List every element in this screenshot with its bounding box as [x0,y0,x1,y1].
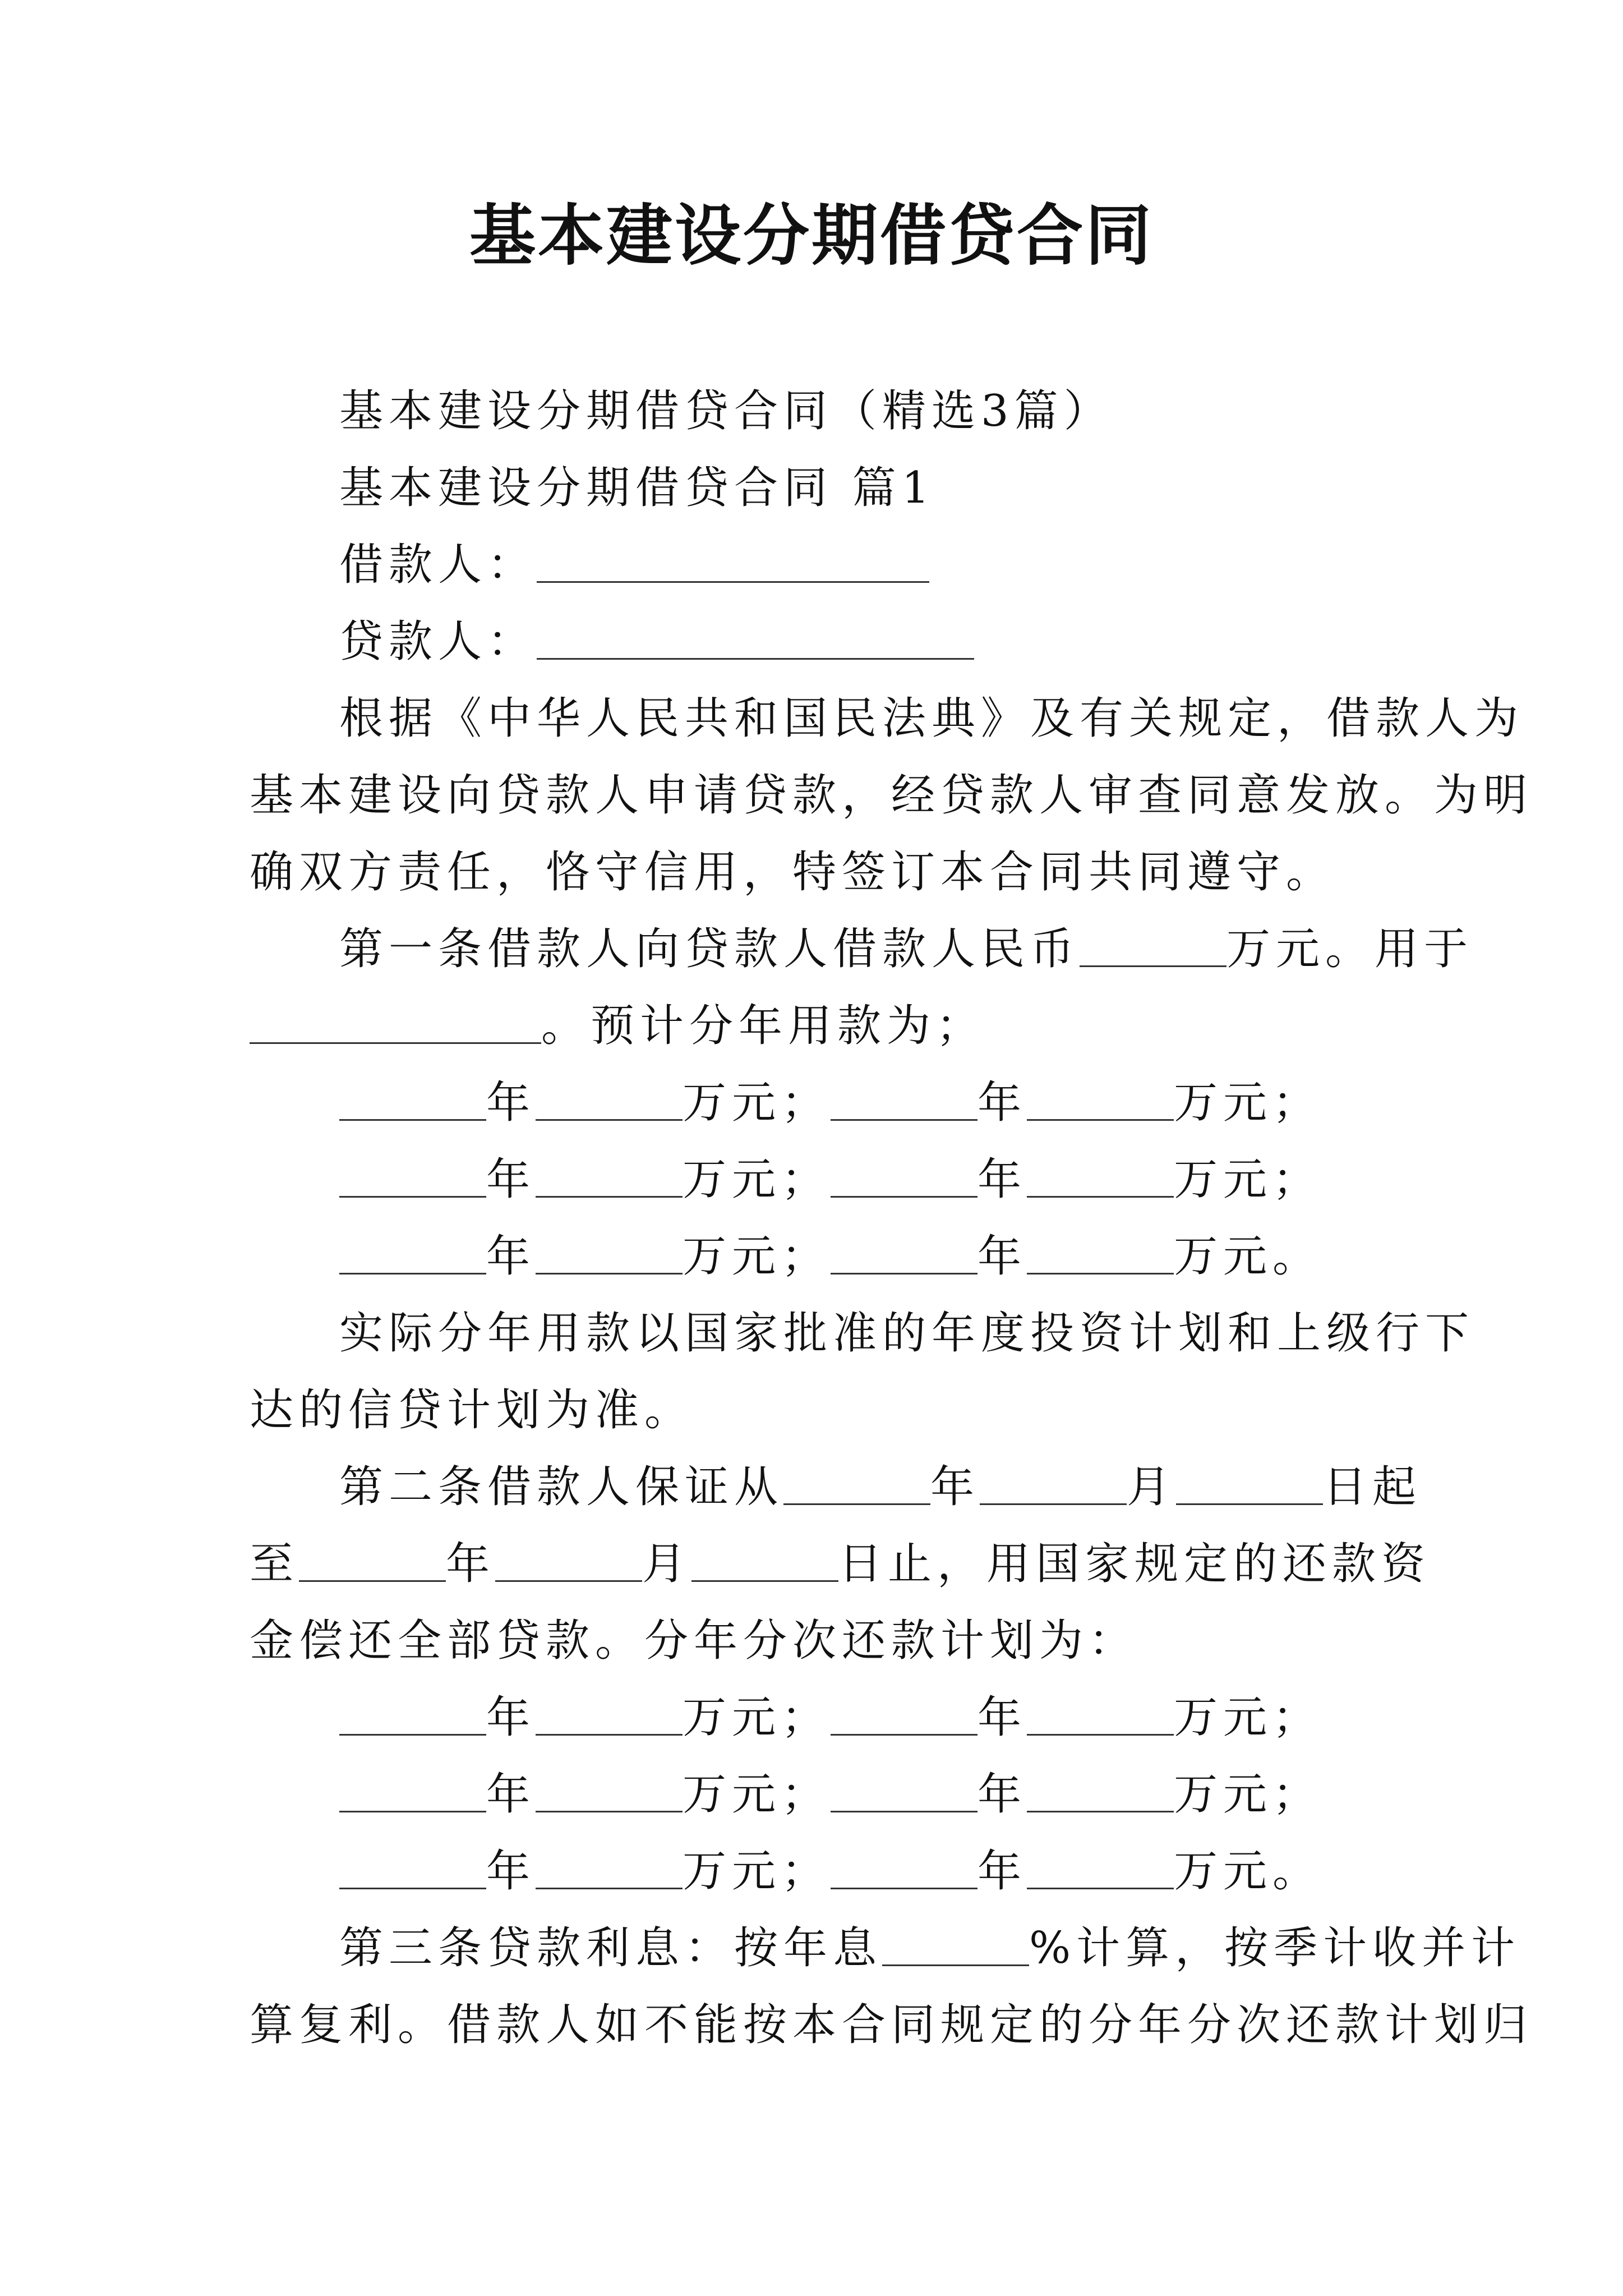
borrower-line [250,527,1377,604]
year-label: 年 [978,1154,1027,1205]
amount-blank [1027,1076,1174,1121]
unit-label: 万元。 [1174,1231,1322,1282]
usage-plan-row [250,1142,1377,1218]
article1-text-3: 。预计分年用款为； [541,1001,986,1051]
usage-plan-row [250,1065,1377,1142]
article1-text-2: 万元。用于 [1227,924,1474,974]
unit-label: 万元； [1174,1078,1322,1128]
article2-line-2 [250,1526,1431,1603]
unit-label: 万元； [683,1692,831,1743]
day-blank [1176,1461,1323,1505]
unit-label: 万元； [1174,1692,1322,1743]
year-blank [831,1691,978,1736]
year-label: 年 [978,1231,1027,1282]
unit-label: 万元； [683,1231,831,1282]
amount-blank [1080,923,1227,967]
year-label: 年 [930,1462,980,1512]
year-label: 年 [978,1846,1027,1897]
day-blank [691,1538,838,1582]
intro-line-3: 确双方责任，恪守信用，特签订本合同共同遵守。 [250,847,1336,898]
article1-line-2 [250,988,1377,1065]
year-blank [783,1461,930,1505]
subtitle [250,373,1377,450]
borrower-label: 借款人： [339,540,537,590]
amount-blank [1027,1691,1174,1736]
unit-label: 万元； [683,1769,831,1820]
month-label: 月 [642,1539,692,1589]
amount-blank [1027,1768,1174,1812]
month-label: 月 [1127,1462,1177,1512]
year-label: 年 [486,1846,536,1897]
year-blank [339,1153,486,1198]
amount-blank [536,1691,683,1736]
year-blank [339,1768,486,1812]
year-blank [339,1691,486,1736]
amount-blank [1027,1845,1174,1889]
day-from-label: 日起 [1323,1462,1422,1512]
year-blank [831,1153,978,1198]
unit-label: 万元； [683,1154,831,1205]
article2-line-1 [250,1449,1422,1526]
year-blank [339,1845,486,1889]
repayment-plan-row [250,1833,1377,1910]
section-heading-text: 基本建设分期借贷合同 篇1 [339,463,935,513]
year-blank [831,1768,978,1812]
unit-label: 万元； [1174,1769,1322,1820]
year-blank [339,1230,486,1274]
year-label: 年 [486,1231,536,1282]
article3-text-2: %计算，按季计收并计 [1029,1923,1521,1973]
article2-text-from: 第二条借款人保证从 [339,1462,784,1512]
year-blank [299,1538,446,1582]
amount-blank [1027,1153,1174,1198]
day-to-label: 日止，用国家规定的还款资 [838,1539,1431,1589]
amount-blank [536,1230,683,1274]
month-blank [495,1538,642,1582]
subtitle-text: 基本建设分期借贷合同（精选3篇） [339,386,1113,436]
article3-line-2: 算复利。借款人如不能按本合同规定的分年分次还款计划归 [250,2000,1533,2050]
usage-plan-row [250,1218,1377,1295]
year-label: 年 [978,1769,1027,1820]
article3-text-1: 第三条贷款利息：按年息 [339,1923,883,1973]
article1-text-1: 第一条借款人向贷款人借款人民币 [339,924,1080,974]
unit-label: 万元； [683,1078,831,1128]
amount-blank [536,1076,683,1121]
actual-plan-line-1: 实际分年用款以国家批准的年度投资计划和上级行下 [339,1308,1475,1359]
section-heading [250,450,1377,527]
year-blank [831,1845,978,1889]
article2-text-to: 至 [250,1539,299,1589]
article1-line-1 [250,911,1474,988]
borrower-blank [537,539,929,583]
interest-rate-blank [882,1922,1029,1966]
document-title: 基本建设分期借贷合同 [469,196,1154,274]
repayment-plan-row [250,1756,1377,1833]
intro-line-1: 根据《中华人民共和国民法典》及有关规定，借款人为 [339,693,1524,744]
lender-blank [537,615,974,660]
lender-line [250,604,1377,680]
intro-line-2: 基本建设向贷款人申请贷款，经贷款人审查同意发放。为明 [250,770,1533,821]
document-body [250,373,1533,2064]
unit-label: 万元。 [1174,1846,1322,1897]
repayment-plan-row [250,1680,1377,1756]
amount-blank [536,1845,683,1889]
article3-line-1 [250,1910,1521,1987]
amount-blank [536,1768,683,1812]
purpose-blank [250,1000,541,1044]
article2-line-3: 金偿还全部贷款。分年分次还款计划为： [250,1616,1138,1666]
year-blank [339,1076,486,1121]
year-blank [831,1076,978,1121]
month-blank [980,1461,1127,1505]
year-label: 年 [978,1692,1027,1743]
year-label: 年 [486,1078,536,1128]
amount-blank [536,1153,683,1198]
year-label: 年 [446,1539,496,1589]
year-blank [831,1230,978,1274]
unit-label: 万元； [1174,1154,1322,1205]
actual-plan-line-2: 达的信贷计划为准。 [250,1385,694,1435]
amount-blank [1027,1230,1174,1274]
year-label: 年 [978,1078,1027,1128]
unit-label: 万元； [683,1846,831,1897]
year-label: 年 [486,1769,536,1820]
year-label: 年 [486,1692,536,1743]
lender-label: 贷款人： [339,616,537,667]
year-label: 年 [486,1154,536,1205]
